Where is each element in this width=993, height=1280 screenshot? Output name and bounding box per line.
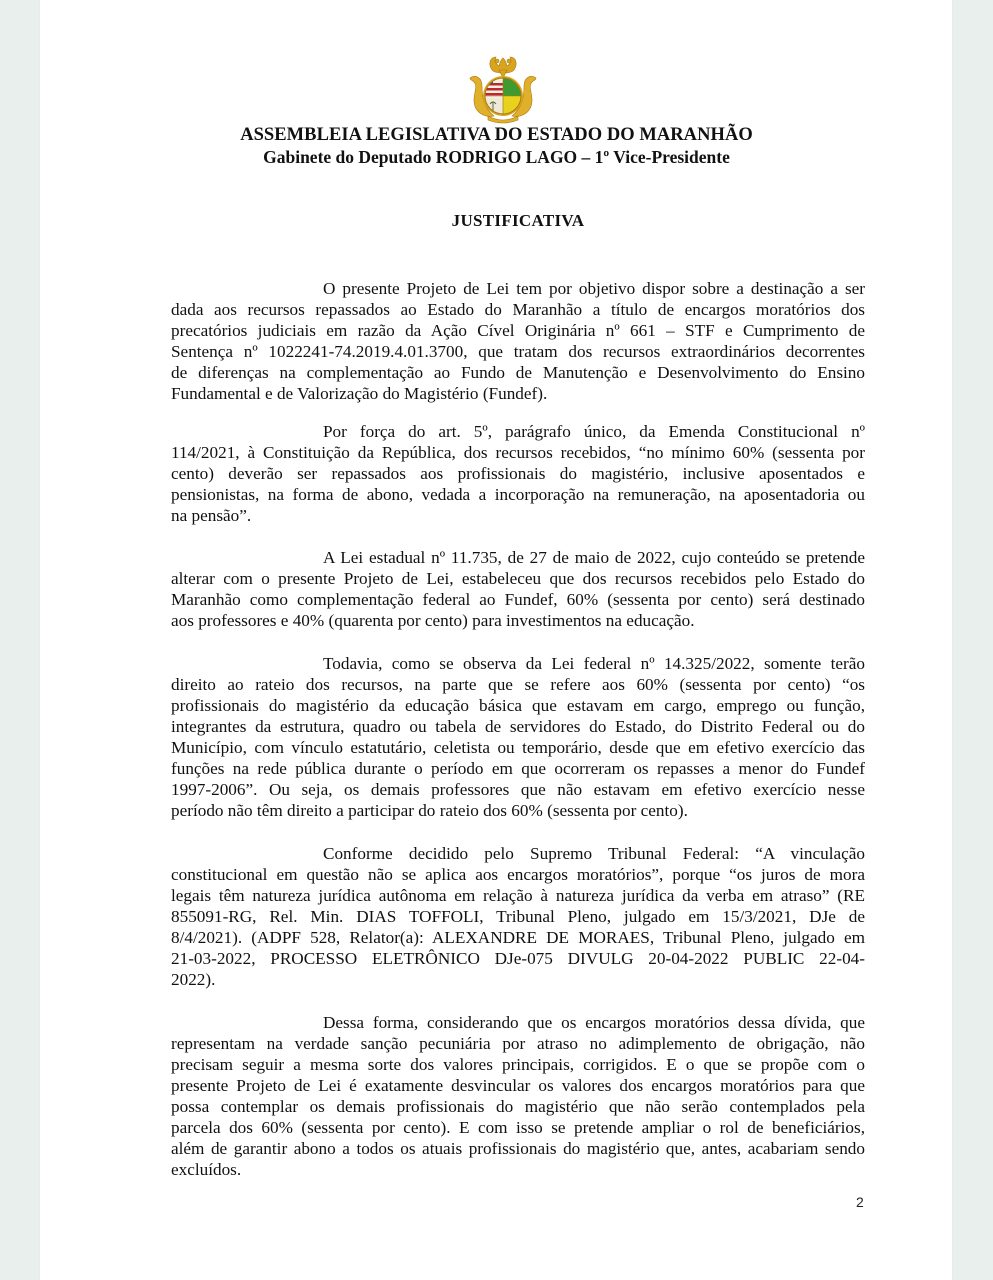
paragraph-line: pensionistas, na forma de abono, vedada a incorporação na remuneração, na aposentadoria ou: [171, 485, 865, 504]
paragraph-line: presente Projeto de Lei é exatamente desvincular os valores dos encargos moratórios para que: [171, 1076, 865, 1095]
document-title: JUSTIFICATIVA: [451, 211, 585, 230]
paragraph: [171, 1012, 865, 1180]
paragraph-line: alterar com o presente Projeto de Lei, estabeleceu que dos recursos recebidos pelo Estado do: [171, 569, 865, 588]
paragraph: [171, 547, 865, 631]
paragraph-line: Maranhão como complementação federal ao Fundef, 60% (sessenta por cento) será destinado: [171, 590, 865, 609]
paragraph-line: precatórios judiciais em razão da Ação Cível Originária nº 661 – STF e Cumprimento de: [171, 321, 865, 340]
crest-shield: [483, 76, 523, 116]
paragraph-line: funções na rede pública durante o período em que ocorreram os repasses a menor do Fundef: [171, 759, 865, 778]
paragraph-line: profissionais do magistério da educação básica que estavam em cargo, emprego ou função,: [171, 696, 865, 715]
paragraph: [171, 278, 865, 404]
paragraph-line: dada aos recursos repassados ao Estado do Maranhão a título de encargos moratórios dos: [171, 300, 865, 319]
paragraph-line: Dessa forma, considerando que os encargos moratórios dessa dívida, que: [323, 1013, 865, 1032]
paragraph: [171, 421, 865, 526]
crest-top-ornament: [490, 57, 516, 78]
paragraph-line: O presente Projeto de Lei tem por objetivo dispor sobre a destinação a ser: [323, 279, 865, 298]
paragraph-line: Sentença nº 1022241-74.2019.4.01.3700, que tratam dos recursos extraordinários decorrentes: [171, 342, 865, 361]
paragraph-line: 8/4/2021). (ADPF 528, Relator(a): ALEXANDRE DE MORAES, Tribunal Pleno, julgado em: [171, 928, 865, 947]
paragraph-line: 855091-RG, Rel. Min. DIAS TOFFOLI, Tribunal Pleno, julgado em 15/3/2021, DJe de: [171, 907, 865, 926]
institution-name: ASSEMBLEIA LEGISLATIVA DO ESTADO DO MARANHÃO: [240, 125, 753, 145]
paragraph-line: período não têm direito a participar do rateio dos 60% (sessenta por cento).: [171, 801, 688, 820]
paragraph: [171, 653, 865, 821]
paragraph-line: de diferenças na complementação ao Fundo de Manutenção e Desenvolvimento do Ensino: [171, 363, 865, 382]
paragraph-line: aos professores e 40% (quarenta por cento) para investimentos na educação.: [171, 611, 695, 630]
paragraph-line: na pensão”.: [171, 506, 252, 525]
paragraph-line: Fundamental e de Valorização do Magistério (Fundef).: [171, 384, 548, 403]
paragraph-line: direito ao rateio dos recursos, na parte que se refere aos 60% (sessenta por cento) “os: [171, 675, 865, 694]
page-number: 2: [856, 1194, 864, 1210]
paragraph: [171, 843, 865, 990]
paragraph-line: Conforme decidido pelo Supremo Tribunal Federal: “A vinculação: [323, 844, 865, 863]
paragraph-line: possa contemplar os demais profissionais do magistério que não serão contemplados pela: [171, 1097, 865, 1116]
paragraph-line: A Lei estadual nº 11.735, de 27 de maio de 2022, cujo conteúdo se pretende: [323, 548, 865, 567]
paragraph-line: Por força do art. 5º, parágrafo único, da Emenda Constitucional nº: [323, 422, 865, 441]
paragraph-line: 1997-2006”. Ou seja, os demais professores que não estavam em efetivo exercício nesse: [171, 780, 865, 799]
paragraph-line: 114/2021, à Constituição da República, dos recursos recebidos, “no mínimo 60% (sessenta por: [171, 443, 865, 462]
paragraph-line: Todavia, como se observa da Lei federal nº 14.325/2022, somente terão: [323, 654, 865, 673]
paragraph-line: integrantes da estrutura, quadro ou tabela de servidores do Estado, do Distrito Federal ou do: [171, 717, 865, 736]
paragraph-line: Município, com vínculo estatutário, celetista ou temporário, desde que em efetivo exercício das: [171, 738, 865, 757]
paragraph-line: além de garantir abono a todos os atuais profissionais do magistério que, antes, acabariam sendo: [171, 1139, 865, 1158]
paragraph-line: excluídos.: [171, 1160, 242, 1179]
paragraph-line: 21-03-2022, PROCESSO ELETRÔNICO DJe-075 DIVULG 20-04-2022 PUBLIC 22-04-: [171, 949, 865, 968]
paragraph-line: constitucional em questão não se aplica aos encargos moratórios”, porque “os juros de mora: [171, 865, 865, 884]
office-name: Gabinete do Deputado RODRIGO LAGO – 1º Vice-Presidente: [263, 147, 730, 167]
paragraph-line: 2022).: [171, 970, 216, 989]
paragraph-line: representam na verdade sanção pecuniária por atraso no adimplemento de obrigação, não: [171, 1034, 865, 1053]
paragraph-line: cento) deverão ser repassados aos profissionais do magistério, inclusive aposentados e: [171, 464, 865, 483]
maranhao-coat-of-arms-icon: [466, 52, 540, 124]
paragraph-line: legais têm natureza jurídica autônoma em relação à natureza jurídica da verba em atraso” (RE: [171, 886, 865, 905]
paragraph-line: parcela dos 60% (sessenta por cento). E com isso se pretende ampliar o rol de beneficiários,: [171, 1118, 865, 1137]
paragraph-line: precisam seguir a mesma sorte dos valores principais, corrigidos. E o que se propõe com o: [171, 1055, 865, 1074]
